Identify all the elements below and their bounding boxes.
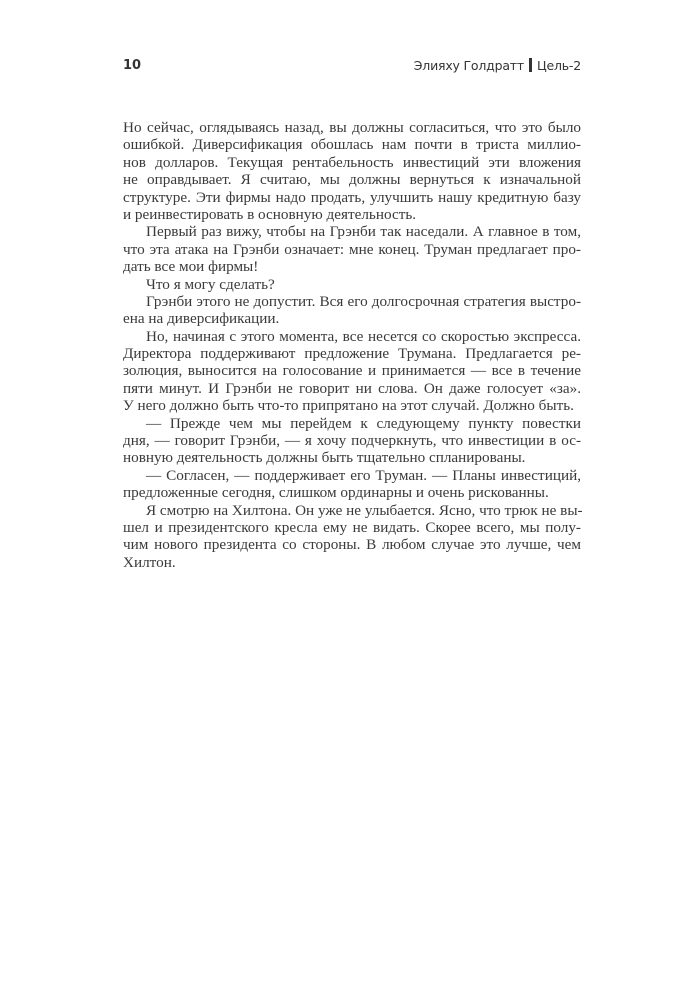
- text-line: Но сейчас, оглядываясь назад, вы должны согласиться, что это было: [123, 119, 581, 136]
- paragraph: [123, 467, 581, 502]
- paragraph: [123, 276, 581, 293]
- text-line: предложенные сегодня, слишком ординарны и очень рискованны.: [123, 484, 549, 502]
- text-line: шел и президентского кресла ему не видать. Скорее всего, мы полу-: [123, 518, 581, 536]
- text-line: Грэнби этого не допустит. Вся его долгосрочная стратегия выстро-: [146, 292, 581, 310]
- running-header: [123, 58, 581, 78]
- text-line: Что я могу сделать?: [146, 275, 275, 293]
- text-line: новную деятельность должны быть тщательно спланированы.: [123, 449, 526, 467]
- text-line: Но, начиная с этого момента, все несется со скоростью экспресса.: [146, 327, 581, 345]
- paragraph: [123, 223, 581, 275]
- text-line: чим нового президента со стороны. В любом случае это лучше, чем: [123, 536, 581, 554]
- text-line: У него должно быть что-то припрятано на этот случай. Должно быть.: [123, 397, 574, 415]
- text-line: не оправдывает. Я считаю, мы должны вернуться к изначальной: [123, 171, 581, 189]
- text-line: Хилтон.: [123, 553, 176, 571]
- paragraph: [123, 293, 581, 328]
- page-number: 10: [123, 58, 142, 73]
- text-line: структуре. Эти фирмы надо продать, улучшить нашу кредитную базу: [123, 188, 581, 206]
- page-body-text: [123, 119, 581, 571]
- separator-bar: [529, 58, 532, 72]
- text-line: — Прежде чем мы перейдем к следующему пункту повестки: [146, 414, 581, 432]
- text-line: Я смотрю на Хилтона. Он уже не улыбается. Ясно, что трюк не вы-: [146, 501, 583, 519]
- author-name: Элияху Голдратт: [413, 58, 524, 73]
- text-line: дать все мои фирмы!: [123, 258, 259, 276]
- text-line: ена на диверсификации.: [123, 310, 280, 328]
- text-line: — Согласен, — поддерживает его Труман. — Планы инвестиций,: [146, 466, 581, 484]
- text-line: Директора поддерживают предложение Трумана. Предлагается ре-: [123, 345, 581, 363]
- text-line: золюция, выносится на голосование и принимается — все в течение: [123, 362, 581, 380]
- paragraph: [123, 502, 581, 572]
- text-line: ошибкой. Диверсификация обошлась нам почти в триста миллио-: [123, 136, 581, 154]
- running-title: [414, 58, 581, 73]
- text-line: и реинвестировать в основную деятельность.: [123, 205, 417, 223]
- paragraph: [123, 415, 581, 467]
- book-title: Цель-2: [536, 58, 581, 73]
- text-line: что эта атака на Грэнби означает: мне конец. Труман предлагает про-: [123, 240, 581, 258]
- text-line: Первый раз вижу, чтобы на Грэнби так наседали. А главное в том,: [146, 223, 581, 241]
- text-line: пяти минут. И Грэнби не говорит ни слова. Он даже голосует «за».: [123, 379, 581, 397]
- paragraph: [123, 328, 581, 415]
- paragraph: [123, 119, 581, 223]
- text-line: нов долларов. Текущая рентабельность инвестиций эти вложения: [123, 153, 581, 171]
- text-line: дня, — говорит Грэнби, — я хочу подчеркнуть, что инвестиции в ос-: [123, 432, 581, 450]
